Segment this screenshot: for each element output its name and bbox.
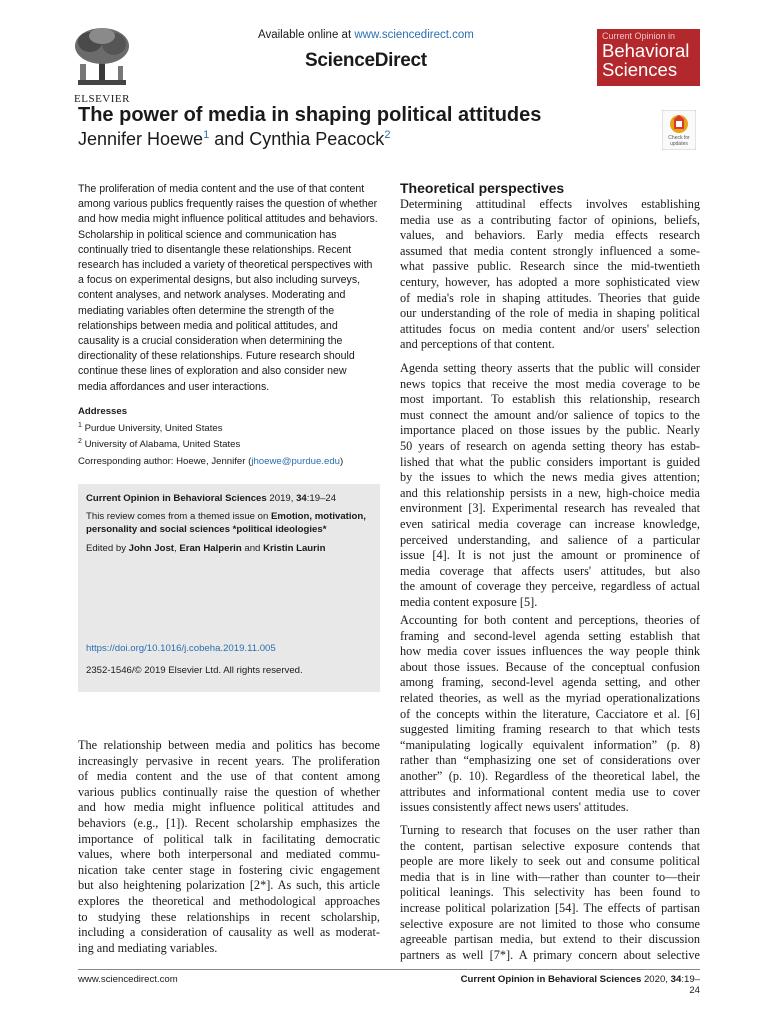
- author-email-link[interactable]: jhoewe@purdue.edu: [251, 456, 341, 467]
- addresses: $^1$ Purdue University, United States $^2$ University of Alabama, United States: [78, 422, 241, 451]
- footer-divider: [78, 969, 700, 970]
- paragraph-4: Turning to research that focuses on the user rather than the content, partisan selective exposure contends that people are more likely to seek out and consume political media that is in line with—rather than counter to—their political leanings. This selectivity has been found to increase political polarization [54]. The effects of partisan selective exposure are not limited to those who consume agreeable partisan media, but extend to their discussion partners as well [7*]. A primary concern about selective: [400, 823, 700, 962]
- edited-by: Edited by John Jost, Eran Halperin and Kristin Laurin: [86, 543, 326, 554]
- check-for-updates-button[interactable]: Check for updates: [662, 110, 696, 150]
- elsevier-logo: [70, 24, 134, 105]
- available-online: Available online at www.sciencedirect.com: [258, 29, 474, 41]
- authors: Jennifer Hoewe$^1$ and Cynthia Peacock$^2$: [78, 129, 391, 149]
- abstract: The proliferation of media content and the use of that content among various publics frequently raises the question of whether and how media might influence political attitudes and behaviors. Scholarship in political science and communication has continually tried to disentangle these relationships. Recent research has included a variety of theoretical perspectives with a focus on experimental designs, but also including surveys, content analyses, and network analyses. Moderating and mediating variables often determine the strength of the relationships between media and political attitudes, and causality is a crucial consideration when determining the directionality of these relationships. Future research should continue these lines of exploration and also consider new media affordances and user interactions.: [78, 183, 378, 393]
- journal-citation: Current Opinion in Behavioral Sciences 2019, 34:19–24: [86, 493, 337, 504]
- doi-link[interactable]: https://doi.org/10.1016/j.cobeha.2019.11.005: [86, 643, 276, 654]
- journal-badge: Current Opinion in Behavioral Sciences: [597, 29, 700, 86]
- publisher-name: ELSEVIER: [74, 93, 130, 105]
- intro-paragraph: The relationship between media and politics has become increasingly pervasive in recent years. The proliferation of media content and the use of that content among various publics continually raise the question of whether and how media might influence political attitudes and behaviors (e.g., [1]). Recent scholarship emphasizes the importance of political talk in facilitating democratic values, where both interpersonal and mediated commu- nication take center stage in fostering civic engagement but also heightening polarization [2*]. As such, this article explores the theoretical and methodological approaches to studying these relationships in recent scholarship, including a consideration of causality as well as moderat- ing and mediating variables.: [78, 738, 380, 955]
- section-heading: Theoretical perspectives: [400, 180, 565, 196]
- footer-site[interactable]: www.sciencedirect.com: [78, 974, 178, 985]
- addresses-heading: Addresses: [78, 406, 128, 417]
- sciencedirect-wordmark: ScienceDirect: [305, 50, 427, 71]
- footer-citation: Current Opinion in Behavioral Sciences 2020, 34:19–24: [460, 974, 700, 996]
- themed-issue: This review comes from a themed issue on Emotion, motivation, personality and social sciences *political ideologies*: [86, 511, 366, 535]
- article-info-box: [78, 484, 380, 692]
- corresponding-author: Corresponding author: Hoewe, Jennifer (jhoewe@purdue.edu): [78, 456, 344, 467]
- paragraph-3: Accounting for both content and perceptions, theories of framing and second-level agenda setting establish that how media cover issues influences the way people think about those issues. Because of the conceptual confusion among framing, second-level agenda setting, and other related theories, as well as the myriad operationalizations of the concepts within the literature, Cacciatore et al. [6] suggested limiting framing research to that which tests “manipulating logically equivalent information” (p. 8) rather than “emphasizing one set of considerations over another” (p. 10). Regardless of the theoretical label, the attributes and informational content media use to cover issues consistently affect news users' attitudes.: [400, 613, 700, 815]
- sciencedirect-link[interactable]: www.sciencedirect.com: [354, 29, 474, 41]
- paragraph-2: Agenda setting theory asserts that the public will consider news topics that receive the most media coverage to be most important. To establish this relationship, research must connect the amount and/or salience of topics to the importance placed on those issues by the public. Nearly 50 years of research on agenda setting theory has estab- lished that what the public considers important is guided by the issues to which the news media gives attention; and this relationship persists in a new, high-choice media environment [3]. Experimental research has revealed that even satirical media coverage can increase knowledge, perceived understanding, and salience of a particular issue [4]. It is not just the amount or prominence of media coverage that affects users' attitudes, but also the amount of coverage they perceive, regardless of actual media content exposure [5].: [400, 361, 700, 609]
- copyright: 2352-1546/© 2019 Elsevier Ltd. All rights reserved.: [86, 665, 303, 676]
- article-title: The power of media in shaping political attitudes: [78, 104, 542, 126]
- paragraph-1: Determining attitudinal effects involves establishing media use as a contributing factor of opinions, beliefs, values, and behaviors. Early media effects research assumed that media content strongly influenced a some- what passive public. Research since the mid-twentieth century, however, has adopted a more sophisticated view of media's role in shaping attitudes. Theories that guide our understanding of the role of media in shaping political attitudes focus on media content and/or users' selection and perceptions of that content.: [400, 197, 700, 352]
- elsevier-tree-icon: [70, 24, 134, 88]
